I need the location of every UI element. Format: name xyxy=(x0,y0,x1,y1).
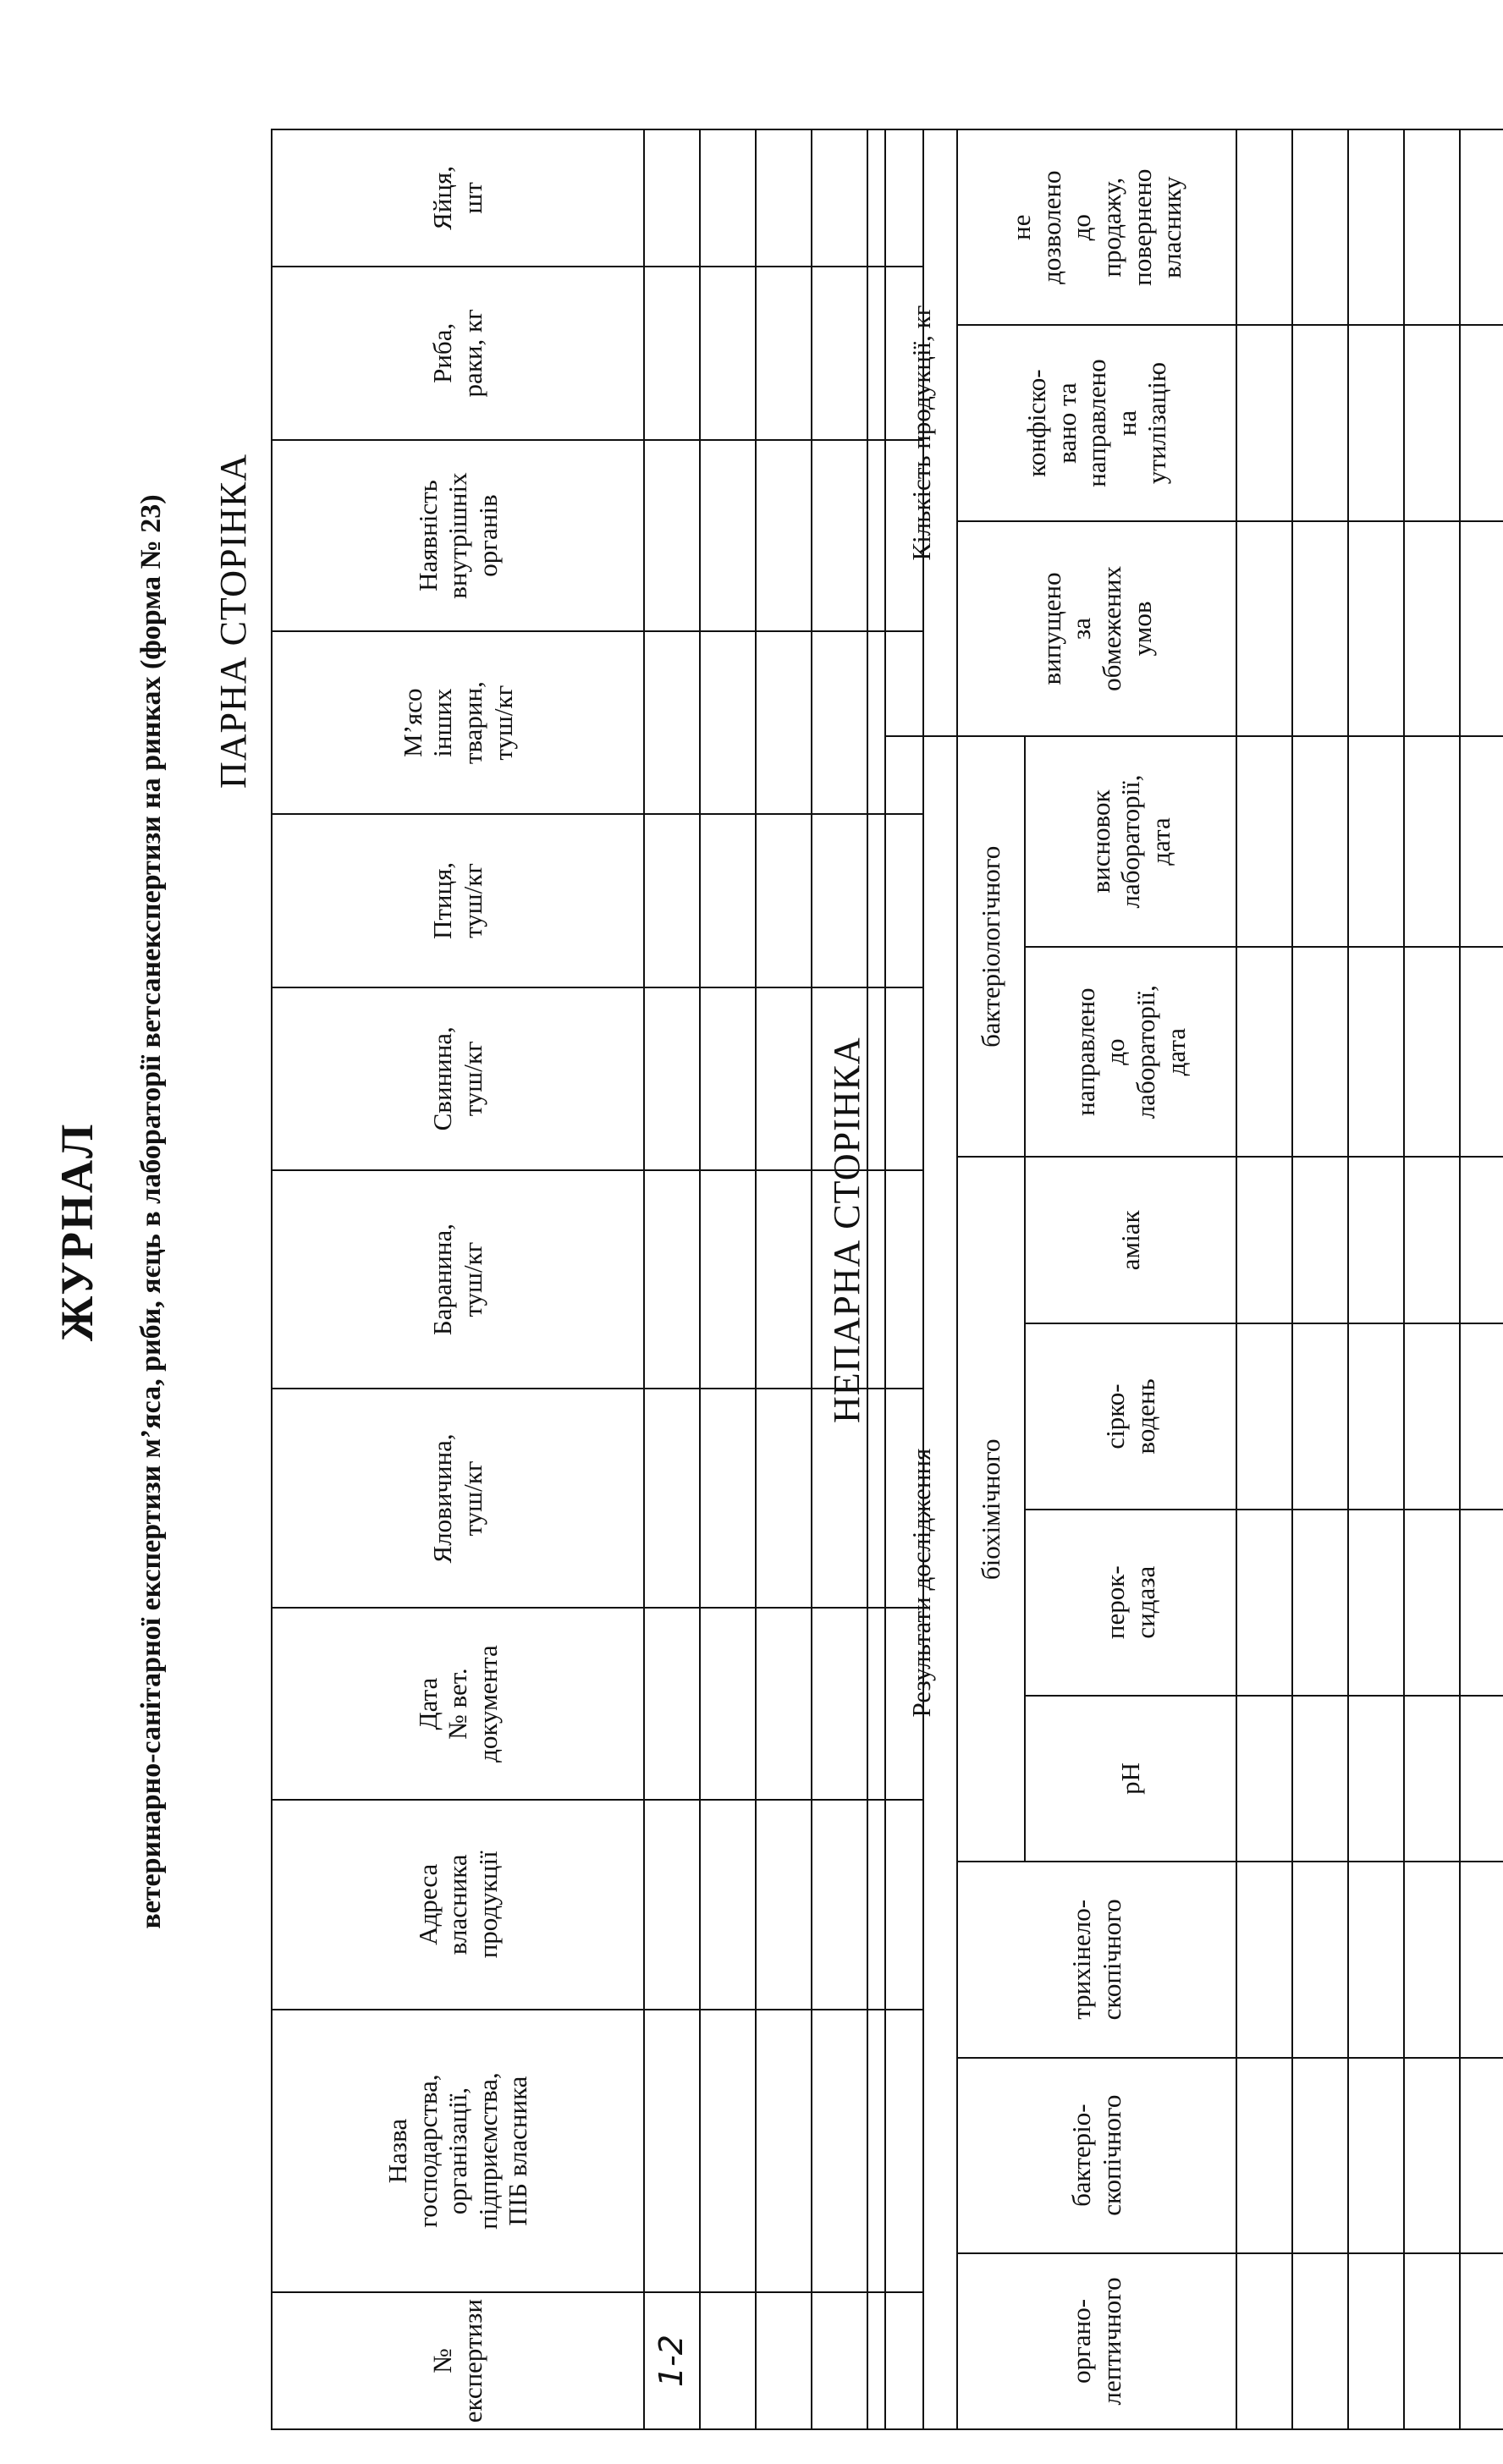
col-header-owner-name: Назва господарства, організації, підприємства, ПІБ власника xyxy=(272,2010,644,2292)
table-cell xyxy=(1404,325,1460,520)
table-cell xyxy=(1292,947,1348,1158)
table-cell xyxy=(644,1800,700,2010)
table-cell xyxy=(644,1608,700,1800)
journal-title: ЖУРНАЛ xyxy=(52,1122,102,1342)
table-cell xyxy=(700,631,756,814)
table-cell xyxy=(1236,2058,1292,2253)
table-row xyxy=(1348,129,1404,2429)
table-cell xyxy=(1348,736,1404,947)
table-cell xyxy=(1236,325,1292,520)
col-header-ph: pH xyxy=(1025,1696,1236,1862)
table-cell xyxy=(700,987,756,1170)
table-cell xyxy=(1460,1696,1503,1862)
table-cell xyxy=(700,440,756,632)
group-header-quantity: Кількість продукції, кг xyxy=(885,129,957,736)
col-header-owner-address: Адреса власника продукції xyxy=(272,1800,644,2010)
table-cell xyxy=(644,987,700,1170)
table-cell xyxy=(1460,1323,1503,1510)
table-cell xyxy=(700,267,756,440)
col-header-bacterioscopic: бактеріо- скопічного xyxy=(957,2058,1236,2253)
table-cell xyxy=(644,1170,700,1389)
table-cell xyxy=(1292,2253,1348,2429)
table-cell xyxy=(1236,1323,1292,1510)
table-cell xyxy=(1236,1696,1292,1862)
table-cell xyxy=(1292,129,1348,325)
table-cell xyxy=(756,1389,812,1608)
table-cell xyxy=(812,267,867,440)
table-cell xyxy=(644,814,700,987)
group-header-results: Результати дослідження xyxy=(885,736,957,2429)
table-cell xyxy=(1292,521,1348,736)
table-cell xyxy=(1404,2058,1460,2253)
journal-subtitle: ветеринарно-санітарної експертизи м’яса, риби, яєць в лабораторії ветсанекспертизи на ринках (форма № 23) xyxy=(135,494,167,1929)
table-cell xyxy=(756,1800,812,2010)
col-header-vet-document: Дата № вет. документа xyxy=(272,1608,644,1800)
table-cell xyxy=(700,129,756,267)
table-row xyxy=(644,129,700,2429)
col-header-confiscated: конфіско- вано та направлено на утилізацію xyxy=(957,325,1236,520)
table-cell xyxy=(700,2292,756,2429)
table-cell xyxy=(1348,1323,1404,1510)
col-header-bacteriological: бактеріологічного xyxy=(957,736,1025,1157)
table-cell xyxy=(1348,521,1404,736)
table-cell xyxy=(812,631,867,814)
table-cell xyxy=(1460,2058,1503,2253)
table-cell xyxy=(756,2292,812,2429)
table-cell xyxy=(1348,325,1404,520)
table-cell xyxy=(1292,325,1348,520)
handwritten-entry xyxy=(644,2292,700,2429)
table-cell xyxy=(1292,1862,1348,2057)
table-cell xyxy=(1460,521,1503,736)
table-cell xyxy=(1460,129,1503,325)
table-cell xyxy=(812,814,867,987)
col-header-hydrogen-sulfide: сірко- водень xyxy=(1025,1323,1236,1510)
table-cell xyxy=(700,1170,756,1389)
table-cell xyxy=(1236,736,1292,947)
table-cell xyxy=(1236,947,1292,1158)
table-cell xyxy=(1460,2253,1503,2429)
table-cell xyxy=(756,814,812,987)
table-cell xyxy=(700,1608,756,1800)
table-cell xyxy=(1348,2253,1404,2429)
table-cell xyxy=(756,1608,812,1800)
entry-number: 1-2 xyxy=(652,2335,691,2388)
table-cell xyxy=(812,1608,867,1800)
col-header-biochemical: біохімічного xyxy=(957,1157,1025,1862)
table-cell xyxy=(1236,1157,1292,1323)
table-cell xyxy=(700,1389,756,1608)
table-row xyxy=(1292,129,1348,2429)
table-cell xyxy=(1404,521,1460,736)
col-header-ammonia: аміак xyxy=(1025,1157,1236,1323)
table-row xyxy=(1404,129,1460,2429)
table-cell xyxy=(1404,736,1460,947)
table-cell xyxy=(1348,1510,1404,1696)
table-cell xyxy=(1292,736,1348,947)
table-cell xyxy=(756,129,812,267)
table-cell xyxy=(644,1389,700,1608)
table-cell xyxy=(812,440,867,632)
table-cell xyxy=(1460,736,1503,947)
table-cell xyxy=(1460,947,1503,1158)
table-cell xyxy=(812,2292,867,2429)
table-row xyxy=(1460,129,1503,2429)
col-header-returned-owner: не дозволено до продажу, повернено власнику xyxy=(957,129,1236,325)
table-cell xyxy=(1292,1323,1348,1510)
table-cell xyxy=(1404,129,1460,325)
odd-page-label: НЕПАРНА СТОРІНКА xyxy=(826,1037,867,1423)
table-cell xyxy=(812,129,867,267)
table-cell xyxy=(1236,521,1292,736)
table-cell xyxy=(1348,1862,1404,2057)
table-cell xyxy=(1404,1696,1460,1862)
table-row xyxy=(756,129,812,2429)
table-cell xyxy=(756,267,812,440)
col-header-eggs: Яйця, шт xyxy=(272,129,644,267)
table-cell xyxy=(1404,1862,1460,2057)
table-cell xyxy=(644,631,700,814)
table-cell xyxy=(1348,1696,1404,1862)
table-cell xyxy=(756,631,812,814)
col-header-beef: Яловичина, туш/кг xyxy=(272,1389,644,1608)
table-cell xyxy=(644,2010,700,2292)
table-row xyxy=(700,129,756,2429)
table-cell xyxy=(644,440,700,632)
table-cell xyxy=(1460,1510,1503,1696)
table-cell xyxy=(1292,2058,1348,2253)
table-cell xyxy=(1348,1157,1404,1323)
table-cell xyxy=(1404,1510,1460,1696)
table-cell xyxy=(1236,1510,1292,1696)
table-cell xyxy=(1460,325,1503,520)
table-cell xyxy=(1292,1696,1348,1862)
odd-page-table xyxy=(884,129,1503,2430)
table-cell xyxy=(1404,1323,1460,1510)
table-cell xyxy=(1236,1862,1292,2057)
col-header-internal-organs: Наявність внутрішніх органів xyxy=(272,440,644,632)
table-cell xyxy=(700,1800,756,2010)
table-cell xyxy=(1404,1157,1460,1323)
col-header-other-meat: М’ясо інших тварин, туш/кг xyxy=(272,631,644,814)
table-cell xyxy=(1348,129,1404,325)
table-cell xyxy=(644,129,700,267)
table-cell xyxy=(812,2010,867,2292)
table-cell xyxy=(812,1800,867,2010)
table-cell xyxy=(1348,947,1404,1158)
table-cell xyxy=(1460,1157,1503,1323)
col-header-organoleptic: органо- лептичного xyxy=(957,2253,1236,2429)
table-cell xyxy=(756,2010,812,2292)
table-cell xyxy=(756,440,812,632)
col-header-released-restricted: випущено за обмежених умов xyxy=(957,521,1236,736)
table-cell xyxy=(1236,2253,1292,2429)
table-cell xyxy=(700,2010,756,2292)
col-header-trichinelloscopic: трихінело- скопічного xyxy=(957,1862,1236,2057)
table-row xyxy=(1236,129,1292,2429)
col-header-lab-conclusion: висновок лабораторії, дата xyxy=(1025,736,1236,947)
table-cell xyxy=(1348,2058,1404,2253)
col-header-sent-to-lab: направлено до лабораторії, дата xyxy=(1025,947,1236,1158)
col-header-expertise-no: № експертизи xyxy=(272,2292,644,2429)
table-cell xyxy=(1292,1157,1348,1323)
table-cell xyxy=(644,267,700,440)
col-header-peroxidase: перок- сидаза xyxy=(1025,1510,1236,1696)
table-cell xyxy=(1460,1862,1503,2057)
col-header-mutton: Баранина, туш/кг xyxy=(272,1170,644,1389)
col-header-poultry: Птиця, туш/кг xyxy=(272,814,644,987)
col-header-pork: Свинина, туш/кг xyxy=(272,987,644,1170)
table-cell xyxy=(700,814,756,987)
col-header-fish: Риба, раки, кг xyxy=(272,267,644,440)
table-cell xyxy=(756,987,812,1170)
table-cell xyxy=(756,1170,812,1389)
table-cell xyxy=(1236,129,1292,325)
table-cell xyxy=(1292,1510,1348,1696)
table-cell xyxy=(1404,2253,1460,2429)
table-cell xyxy=(1404,947,1460,1158)
even-page-label: ПАРНА СТОРІНКА xyxy=(212,453,254,789)
